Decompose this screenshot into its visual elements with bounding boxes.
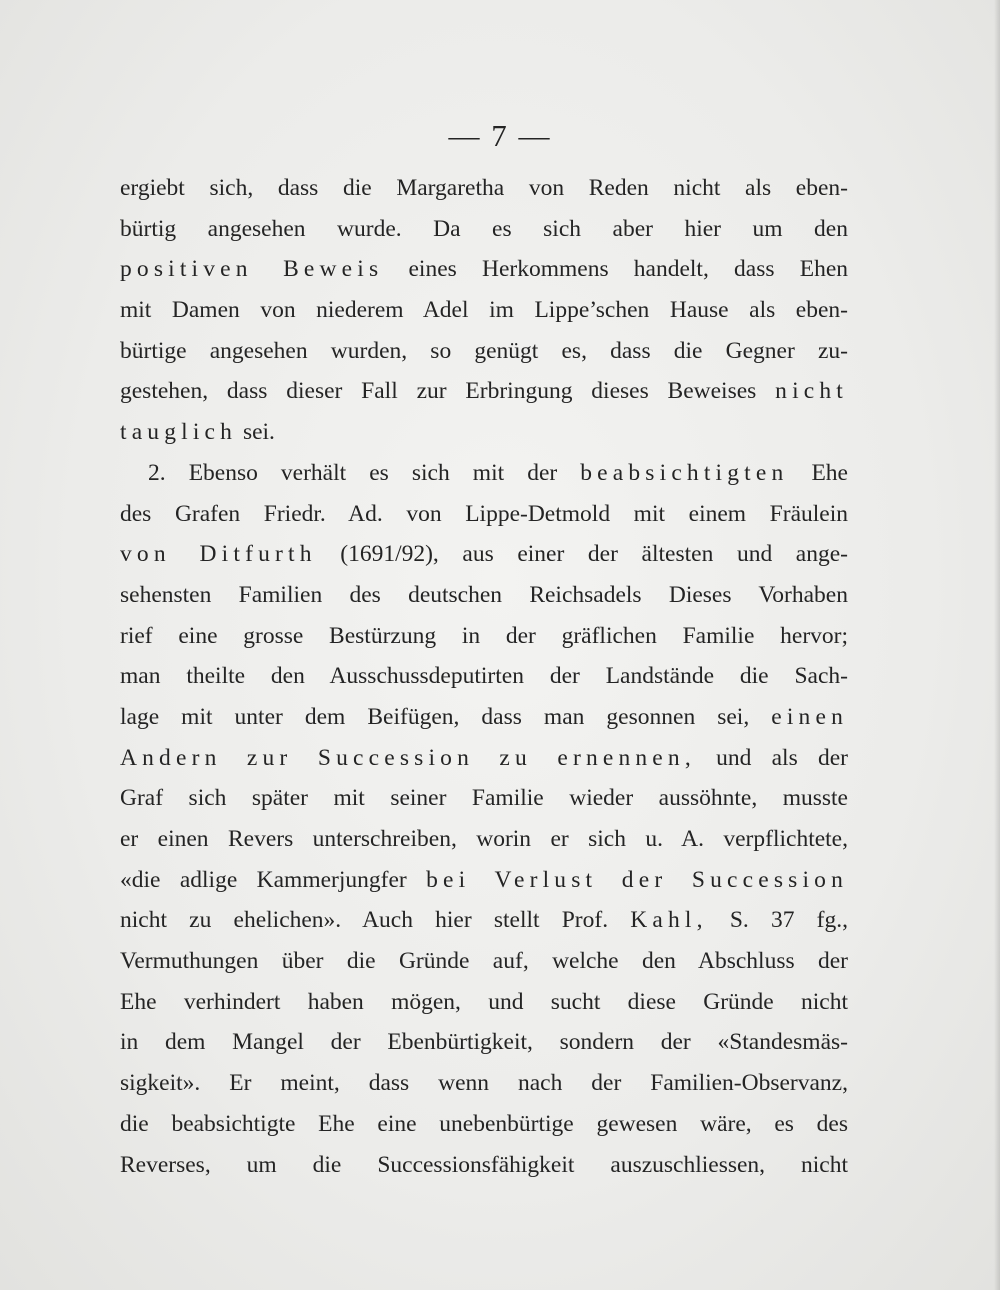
text-run: und als der: [695, 744, 848, 771]
page-number: — 7 —: [448, 118, 552, 153]
text-line: [120, 656, 848, 697]
text-run: rief eine grosse Bestürzung in der gräflichen Familie hervor;: [120, 622, 848, 649]
text-run: sigkeit». Er meint, dass wenn nach der Familien-Observanz,: [120, 1070, 848, 1097]
text-run: Vermuthungen über die Gründe auf, welche den Abschluss der: [120, 948, 848, 975]
text-run: (1691/92), aus einer der ältesten und ange-: [316, 541, 848, 568]
text-line: [120, 900, 848, 941]
text-run: bürtig angesehen wurde. Da es sich aber hier um den: [120, 215, 848, 242]
text-line: [120, 412, 848, 453]
text-run: in dem Mangel der Ebenbürtigkeit, sondern der «Standesmäs-: [120, 1029, 848, 1056]
text-run: Graf sich später mit seiner Familie wieder aussöhnte, musste: [120, 785, 848, 812]
text-line: [120, 697, 848, 738]
text-run: gestehen, dass dieser Fall zur Erbringung dieses Beweises: [120, 378, 776, 405]
text-run: S. 37 fg.,: [707, 907, 848, 934]
text-line: [120, 168, 848, 209]
text-run: bürtige angesehen wurden, so genügt es, dass die Gegner zu-: [120, 337, 848, 364]
text-run: sei.: [237, 419, 275, 446]
spaced-emphasis: beabsichtigten: [580, 459, 789, 486]
text-line: [120, 860, 848, 901]
text-run: lage mit unter dem Beifügen, dass man gesonnen sei,: [120, 703, 772, 730]
text-run: eines Herkommens handelt, dass Ehen: [383, 256, 848, 283]
text-run: Reverses, um die Successionsfähigkeit auszuschliessen, nicht: [120, 1151, 848, 1178]
text-line: [120, 290, 848, 331]
text-run: die beabsichtigte Ehe eine unebenbürtige gewesen wäre, es des: [120, 1110, 848, 1137]
spaced-emphasis: positiven Beweis: [120, 256, 384, 283]
text-line: [120, 1145, 848, 1186]
text-line: [120, 371, 848, 412]
text-run: Ehe verhindert haben mögen, und sucht diese Gründe nicht: [120, 988, 848, 1015]
text-line: [120, 249, 848, 290]
text-run: nicht zu ehelichen». Auch hier stellt Prof.: [120, 907, 631, 934]
body-text: [120, 168, 848, 1185]
spaced-emphasis: bei Verlust der Succession: [426, 866, 848, 893]
text-line: [120, 575, 848, 616]
spaced-emphasis: tauglich: [120, 419, 238, 446]
text-line: [120, 1104, 848, 1145]
text-run: «die adlige Kammerjungfer: [120, 866, 427, 893]
spaced-emphasis: einen: [771, 703, 848, 730]
spaced-emphasis: von Ditfurth: [120, 541, 317, 568]
text-line: [120, 738, 848, 779]
text-run: mit Damen von niederem Adel im Lippe’schen Hause als eben-: [120, 297, 848, 324]
text-line: [120, 331, 848, 372]
text-line: [120, 534, 848, 575]
text-line: [120, 1022, 848, 1063]
text-line: [120, 778, 848, 819]
text-line: [120, 209, 848, 250]
spaced-emphasis: Andern zur Succession zu ernennen,: [120, 744, 696, 771]
text-line: [120, 941, 848, 982]
text-line: [120, 1063, 848, 1104]
text-line: [120, 982, 848, 1023]
text-run: ergiebt sich, dass die Margaretha von Reden nicht als eben-: [120, 175, 848, 201]
spaced-emphasis: Kahl,: [630, 907, 708, 934]
text-run: man theilte den Ausschussdeputirten der Landstände die Sach-: [120, 663, 848, 690]
text-run: sehensten Familien des deutschen Reichsadels Dieses Vorhaben: [120, 581, 848, 608]
page-edge-shadow: [994, 0, 1000, 1290]
text-run: 2. Ebenso verhält es sich mit der: [148, 459, 581, 486]
text-run: er einen Revers unterschreiben, worin er sich u. A. verpflichtete,: [120, 826, 848, 852]
text-line: [120, 453, 848, 494]
text-line: [120, 819, 848, 860]
text-run: Ehe: [788, 459, 848, 486]
text-line: [120, 616, 848, 657]
spaced-emphasis: nicht: [775, 378, 848, 405]
text-run: des Grafen Friedr. Ad. von Lippe-Detmold mit einem Fräulein: [120, 500, 848, 527]
text-line: [120, 494, 848, 535]
